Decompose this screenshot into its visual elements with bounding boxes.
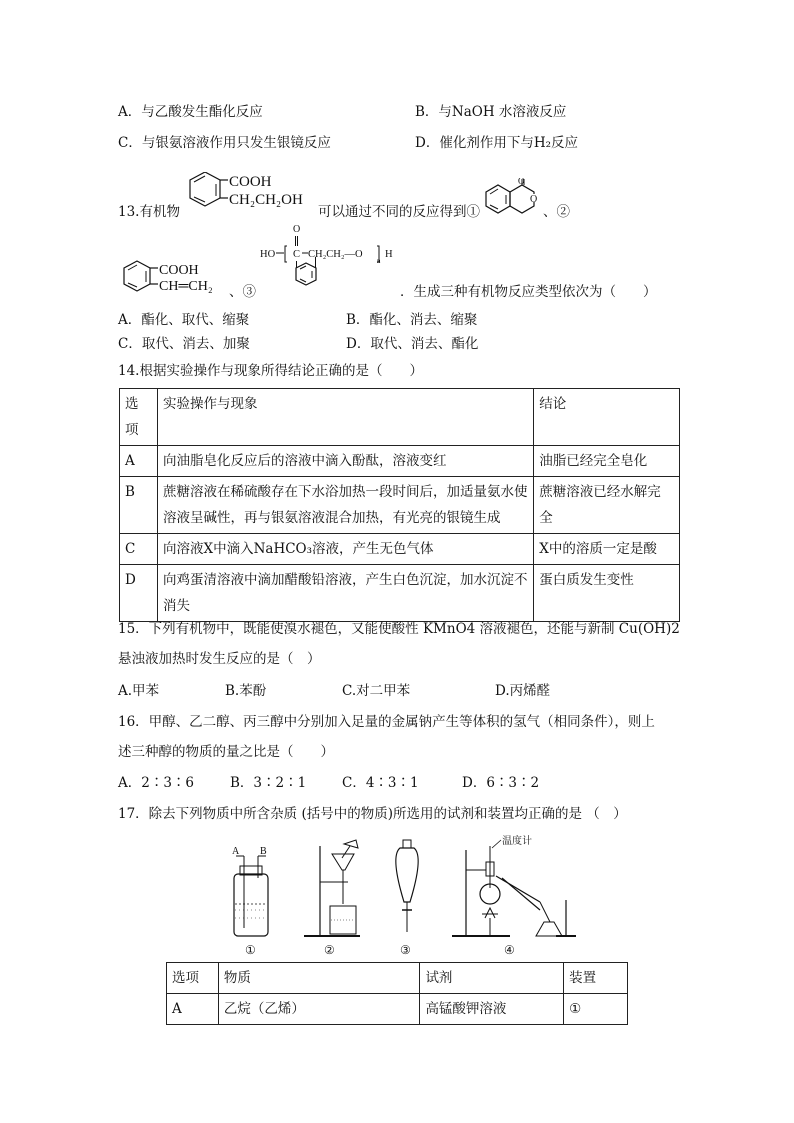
q13-sep1: 、② (543, 204, 570, 220)
q13-reactant-chain: CH₂CH₂OH (229, 192, 303, 208)
q14-header-conclusion: 结论 (534, 389, 680, 446)
q17-apparatus-figure (220, 832, 580, 958)
q13-mid-text: 可以通过不同的反应得到① (318, 204, 480, 220)
q17-apparatus-2-label: ② (324, 943, 335, 957)
q16-option-b: B．3∶2∶1 (230, 775, 307, 791)
table-row (120, 477, 680, 534)
q17-apparatus-3-label: ③ (400, 943, 411, 957)
q16-stem-line1: 16．甲醇、乙二醇、丙三醇中分别加入足量的金属钠产生等体积的氢气（相同条件），则上 (118, 714, 655, 730)
q13-p3-chain: CH₂CH₂—O (308, 249, 363, 260)
q13-reactant-cooh: COOH (229, 174, 272, 190)
q15-option-b: B.苯酚 (225, 683, 267, 699)
q14-row-d-operation: 向鸡蛋清溶液中滴加醋酸铅溶液，产生白色沉淀，加水沉淀不消失 (157, 565, 533, 622)
q17-header-reagent: 试剂 (420, 963, 564, 994)
q13-p3-h: H (385, 249, 393, 260)
q12-option-c: C．与银氨溶液作用只发生银镜反应 (118, 135, 331, 151)
q17-header-device: 装置 (564, 963, 628, 994)
q14-row-d-conclusion: 蛋白质发生变性 (534, 565, 680, 622)
q15-stem-line1: 15．下列有机物中，既能使溴水褪色，又能使酸性 KMnO4 溶液褪色，还能与新制 Cu(OH)2 (118, 621, 680, 637)
q13-question-tail: ．生成三种有机物反应类型依次为（ ） (400, 284, 657, 300)
q17-thermometer-label: 温度计 (502, 836, 532, 847)
q17-label-b: B (260, 846, 267, 857)
q17-header-substance: 物质 (218, 963, 420, 994)
q13-option-c: C．取代、消去、加聚 (118, 336, 250, 352)
q14-stem: 14.根据实验操作与现象所得结论正确的是（ ） (118, 363, 423, 379)
q13-lactone-carbonyl-o: O (518, 178, 525, 186)
q14-row-b-option: B (120, 477, 158, 534)
q17-row-a-option: A (167, 994, 219, 1025)
q14-row-c-conclusion: X中的溶质一定是酸 (534, 534, 680, 565)
q14-row-d-option: D (120, 565, 158, 622)
apparatus-gas-washing-bottle (232, 846, 268, 957)
q14-row-a-conclusion: 油脂已经完全皂化 (534, 446, 680, 477)
q17-table (166, 962, 628, 1025)
table-row (167, 994, 628, 1025)
q13-option-a: A．酯化、取代、缩聚 (118, 312, 250, 328)
q14-table (119, 388, 680, 622)
table-row (120, 534, 680, 565)
q15-stem-line2: 悬浊液加热时发生反应的是（ ） (118, 651, 321, 667)
q13-product2-vinyl: CH═CH₂ (159, 279, 213, 294)
apparatus-filtration (304, 840, 360, 957)
q13-product2-structure (120, 260, 232, 300)
q12-option-a: A．与乙酸发生酯化反应 (118, 104, 263, 120)
q12-option-d: D．催化剂作用下与H₂反应 (415, 135, 579, 151)
q17-header-option: 选项 (167, 963, 219, 994)
q13-sep2: 、③ (229, 284, 256, 300)
q13-p3-ho: HO (260, 249, 276, 260)
q13-p3-carbon: C (293, 249, 301, 260)
q16-option-d: D．6∶3∶2 (462, 775, 540, 791)
table-row (167, 963, 628, 994)
q14-row-a-operation: 向油脂皂化反应后的溶液中滴入酚酞，溶液变红 (157, 446, 533, 477)
q13-p3-n: n (377, 257, 381, 265)
q14-row-a-option: A (120, 446, 158, 477)
q13-prefix: 13.有机物 (118, 204, 180, 220)
table-row (120, 389, 680, 446)
apparatus-separatory-funnel (396, 840, 418, 957)
q13-product3-polyester (260, 222, 400, 300)
q17-apparatus-1-label: ① (245, 943, 256, 957)
q15-option-d: D.丙烯醛 (495, 683, 551, 699)
table-row (120, 446, 680, 477)
q16-option-a: A．2∶3∶6 (118, 775, 195, 791)
q14-header-option: 选项 (120, 389, 158, 446)
q14-header-operation: 实验操作与现象 (157, 389, 533, 446)
table-row (120, 565, 680, 622)
q12-option-b: B．与NaOH 水溶液反应 (415, 104, 567, 120)
q17-row-a-substance: 乙烷（乙烯） (218, 994, 420, 1025)
q16-option-c: C．4∶3∶1 (342, 775, 419, 791)
q17-label-a: A (232, 846, 240, 857)
q13-product2-cooh: COOH (159, 263, 199, 278)
q13-lactone-ring-o: O (530, 194, 538, 205)
q13-p3-carbonyl-o: O (293, 224, 301, 235)
q17-stem: 17．除去下列物质中所含杂质 (括号中的物质)所选用的试剂和装置均正确的是 （ ） (118, 806, 627, 822)
q13-option-b: B．酯化、消去、缩聚 (346, 312, 478, 328)
apparatus-distillation (452, 834, 576, 957)
q15-option-a: A.甲苯 (118, 683, 160, 699)
q14-row-c-operation: 向溶液X中滴入NaHCO₃溶液，产生无色气体 (157, 534, 533, 565)
q14-row-c-option: C (120, 534, 158, 565)
q13-product1-lactone (482, 178, 542, 224)
q14-row-b-conclusion: 蔗糖溶液已经水解完全 (534, 477, 680, 534)
q13-reactant-structure (180, 172, 320, 222)
q15-option-c: C.对二甲苯 (342, 683, 411, 699)
q14-row-b-operation: 蔗糖溶液在稀硫酸存在下水浴加热一段时间后，加适量氨水使溶液呈碱性，再与银氨溶液混合加热，有光亮的银镜生成 (157, 477, 533, 534)
q17-row-a-device: ① (564, 994, 628, 1025)
q17-row-a-reagent: 高锰酸钾溶液 (420, 994, 564, 1025)
q17-apparatus-4-label: ④ (504, 943, 515, 957)
q13-option-d: D．取代、消去、酯化 (346, 336, 479, 352)
q16-stem-line2: 述三种醇的物质的量之比是（ ） (118, 744, 334, 760)
